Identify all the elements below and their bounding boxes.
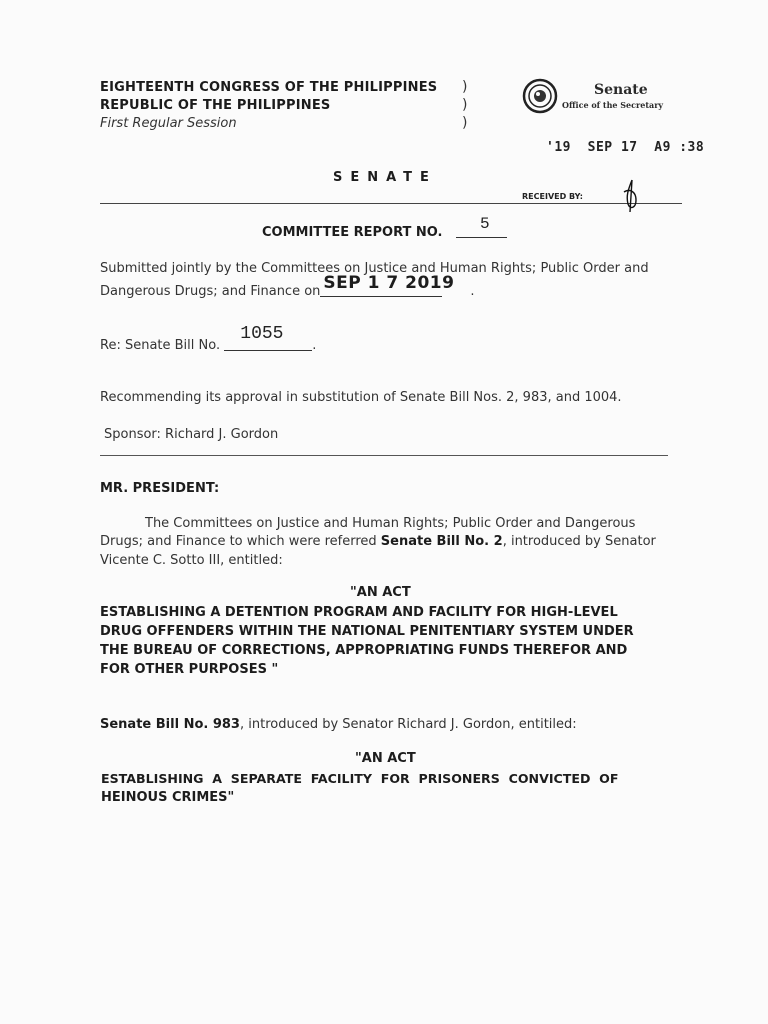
received-by-label: RECEIVED BY: bbox=[522, 192, 583, 201]
sponsor-rule bbox=[100, 455, 668, 456]
stamp-logo-subtitle: Office of the Secretary bbox=[562, 100, 664, 110]
para1-line-1: The Committees on Justice and Human Rights; Public Order and Dangerous bbox=[145, 516, 636, 531]
header-paren-2: ) bbox=[462, 97, 468, 113]
senate-seal-icon bbox=[522, 78, 558, 114]
re-line bbox=[100, 324, 317, 355]
report-number: 5 bbox=[480, 215, 490, 233]
para1-line-2 bbox=[100, 532, 656, 551]
submitted-line-2-prefix: Dangerous Drugs; and Finance on bbox=[100, 284, 321, 299]
act1-line-4: FOR OTHER PURPOSES " bbox=[100, 662, 279, 677]
salutation: MR. PRESIDENT: bbox=[100, 481, 220, 496]
para2-bill-ref: Senate Bill No. 983 bbox=[100, 717, 240, 732]
para1-line-3: Vicente C. Sotto III, entitled: bbox=[100, 553, 283, 568]
act1-heading: "AN ACT bbox=[350, 585, 411, 600]
bill-number: 1055 bbox=[240, 324, 284, 344]
para2-rest: , introduced by Senator Richard J. Gordon, entitiled: bbox=[239, 717, 577, 732]
submitted-date: SEP 1 7 2019 bbox=[323, 273, 455, 293]
submitted-date-blank bbox=[320, 273, 455, 297]
act2-heading: "AN ACT bbox=[355, 751, 416, 766]
submitted-line-1: Submitted jointly by the Committees on Justice and Human Rights; Public Order and bbox=[100, 261, 649, 276]
stamp-datetime: '19 SEP 17 A9 :38 bbox=[546, 140, 705, 155]
header-rule bbox=[100, 203, 682, 204]
act2-line-2: HEINOUS CRIMES" bbox=[101, 790, 235, 805]
sponsor-line: Sponsor: Richard J. Gordon bbox=[104, 427, 279, 442]
act1-line-1: ESTABLISHING A DETENTION PROGRAM AND FACILITY FOR HIGH-LEVEL bbox=[100, 605, 618, 620]
para2-line bbox=[100, 715, 577, 734]
report-number-blank bbox=[456, 217, 507, 238]
header-session: First Regular Session bbox=[100, 116, 237, 131]
header-congress: EIGHTEENTH CONGRESS OF THE PHILIPPINES bbox=[100, 80, 438, 95]
stamp-logo-title: Senate bbox=[594, 82, 648, 98]
act1-line-3: THE BUREAU OF CORRECTIONS, APPROPRIATING FUNDS THEREFOR AND bbox=[100, 643, 628, 658]
bill-number-blank bbox=[224, 324, 312, 351]
act2-line-1: ESTABLISHING A SEPARATE FACILITY FOR PRISONERS CONVICTED OF bbox=[101, 771, 619, 786]
submitted-line-2-suffix: . bbox=[470, 284, 475, 299]
header-republic: REPUBLIC OF THE PHILIPPINES bbox=[100, 98, 331, 113]
header-paren-3: ) bbox=[462, 115, 468, 131]
para1-bill-ref: Senate Bill No. 2 bbox=[380, 534, 503, 549]
report-label: COMMITTEE REPORT NO. bbox=[262, 225, 443, 240]
act1-line-2: DRUG OFFENDERS WITHIN THE NATIONAL PENITENTIARY SYSTEM UNDER bbox=[100, 624, 634, 639]
para1-line-2-suffix: , introduced by Senator bbox=[502, 534, 656, 549]
senate-title: SENATE bbox=[333, 170, 437, 185]
re-label: Re: Senate Bill No. bbox=[100, 338, 221, 353]
re-suffix: . bbox=[312, 338, 317, 353]
recommending-line: Recommending its approval in substitution of Senate Bill Nos. 2, 983, and 1004. bbox=[100, 390, 622, 405]
para1-line-2-prefix: Drugs; and Finance to which were referred bbox=[100, 534, 381, 549]
received-signature-icon bbox=[618, 178, 646, 214]
submitted-line-2 bbox=[100, 273, 475, 301]
header-paren-1: ) bbox=[462, 79, 468, 95]
